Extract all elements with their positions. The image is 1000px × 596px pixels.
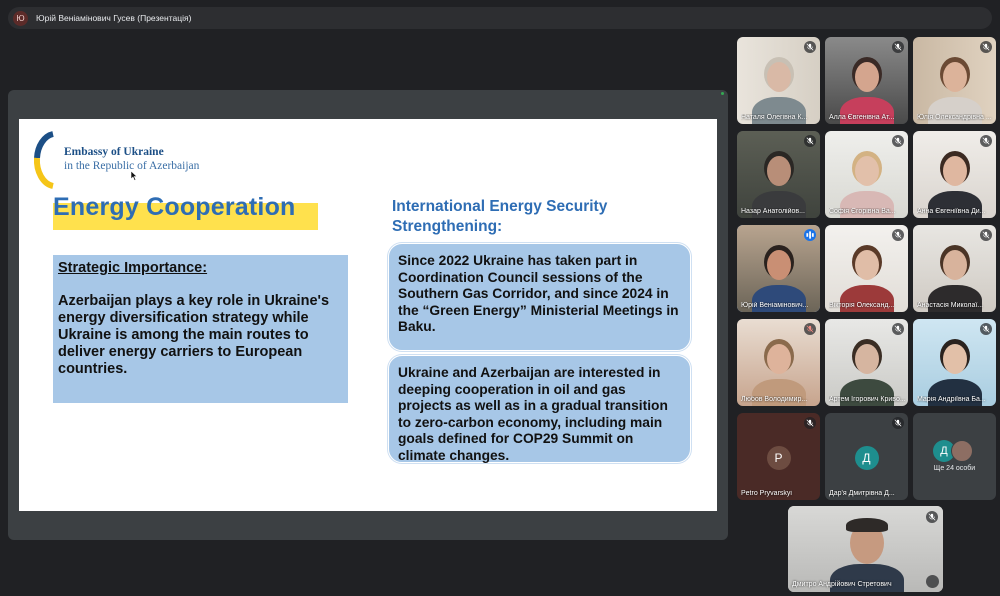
participant-tile[interactable]: [913, 37, 996, 124]
participant-initial-avatar: Д: [855, 446, 879, 470]
embassy-logo-icon: [33, 131, 57, 189]
presenter-avatar: Ю: [13, 11, 28, 26]
participant-face: [855, 250, 879, 280]
participant-name: Марія Андріївна Ба...: [917, 396, 986, 403]
participant-name: Анастасія Миколаї...: [917, 302, 984, 309]
mic-warning-icon: [804, 323, 816, 335]
more-participants-avatars: [933, 440, 977, 462]
participant-tile[interactable]: [913, 319, 996, 406]
participant-name: Юлія Олександрівна ...: [917, 114, 992, 121]
participant-face: [943, 250, 967, 280]
participant-name: Дар'я Дмитрівна Д...: [829, 490, 895, 497]
more-avatar-photo: [951, 440, 973, 462]
participant-tile[interactable]: [825, 131, 908, 218]
participant-tile[interactable]: [913, 225, 996, 312]
mic-off-icon: [892, 41, 904, 53]
security-heading: International Energy Security Strengthening:: [392, 198, 608, 235]
slide-title: Energy Cooperation: [53, 193, 296, 221]
mic-off-icon: [980, 229, 992, 241]
mouse-cursor-icon: [131, 171, 138, 181]
participant-face: [943, 156, 967, 186]
self-options-icon[interactable]: [926, 575, 939, 588]
participant-tile[interactable]: [737, 413, 820, 500]
participant-face: [767, 344, 791, 374]
mic-off-icon: [804, 135, 816, 147]
self-hair: [846, 518, 888, 532]
participant-tile[interactable]: [737, 225, 820, 312]
mic-off-icon: [892, 323, 904, 335]
participant-tile[interactable]: [737, 131, 820, 218]
participant-name: Наталя Олегівна К...: [741, 114, 808, 121]
participant-name: Вікторія Олександ...: [829, 302, 895, 309]
embassy-location: in the Republic of Azerbaijan: [64, 160, 200, 172]
participant-tile[interactable]: [737, 37, 820, 124]
mic-off-icon: [804, 41, 816, 53]
mic-off-icon: [892, 135, 904, 147]
participant-tile[interactable]: [825, 225, 908, 312]
strategic-importance-heading: Strategic Importance:: [58, 260, 208, 276]
more-participants-tile[interactable]: [913, 413, 996, 500]
mic-off-icon: [980, 41, 992, 53]
participant-name: Анна Євгеніївна Ди...: [917, 208, 986, 215]
participant-face: [943, 344, 967, 374]
more-participants-label: Ще 24 особи: [933, 465, 976, 472]
strategic-importance-box: [53, 255, 348, 403]
participant-tile[interactable]: [825, 37, 908, 124]
participant-name: Любов Володимир...: [741, 396, 808, 403]
speaking-indicator-icon: [804, 229, 816, 241]
participant-face: [767, 62, 791, 92]
participant-initial-avatar: P: [767, 446, 791, 470]
status-dot: [721, 92, 724, 95]
info-bubble-1: Since 2022 Ukraine has taken part in Coordination Council sessions of the Southern Gas Corridor, and since 2024 in the “Green Energy” Ministerial Meetings in Baku.: [388, 243, 691, 351]
participant-face: [943, 62, 967, 92]
participant-tile[interactable]: [825, 319, 908, 406]
more-avatar-letter: Д: [933, 440, 955, 462]
mic-off-icon: [892, 417, 904, 429]
participant-tile[interactable]: [825, 413, 908, 500]
participant-name: Артем Ігорович Криво...: [829, 396, 906, 403]
presenter-bar: [8, 7, 992, 29]
participant-face: [767, 250, 791, 280]
presentation-slide: [19, 119, 717, 511]
self-view-tile[interactable]: [788, 506, 943, 592]
mic-off-icon: [892, 229, 904, 241]
mic-off-icon: [980, 135, 992, 147]
self-mic-off-icon: [926, 511, 938, 523]
participant-face: [855, 344, 879, 374]
participant-name: Назар Анатолійов...: [741, 208, 805, 215]
participant-tile[interactable]: [913, 131, 996, 218]
participant-name: Софія Єгорівна Ва...: [829, 208, 896, 215]
participant-tile[interactable]: [737, 319, 820, 406]
participant-name: Алла Євгенівна Ат...: [829, 114, 895, 121]
participant-name: Юрій Веніамінович...: [741, 302, 809, 309]
participant-face: [855, 62, 879, 92]
mic-off-icon: [980, 323, 992, 335]
participant-face: [767, 156, 791, 186]
embassy-name: Embassy of Ukraine: [64, 146, 164, 158]
participant-name: Petro Pryvarskyi: [741, 490, 792, 497]
mic-off-icon: [804, 417, 816, 429]
presenter-title: Юрій Веніамінович Гусев (Презентація): [36, 13, 192, 23]
strategic-importance-text: Azerbaijan plays a key role in Ukraine's energy diversification strategy while Ukraine is among the main routes to deliver energy carriers to European countries.: [58, 293, 330, 377]
info-bubble-2: Ukraine and Azerbaijan are interested in deeping cooperation in oil and gas projects as well as in a gradual transition to zero-carbon economy, including main goals defined for COP29 Summit on climate changes.: [388, 355, 691, 463]
participant-face: [855, 156, 879, 186]
self-name: Дмитро Андрійович Стретович: [792, 581, 892, 588]
